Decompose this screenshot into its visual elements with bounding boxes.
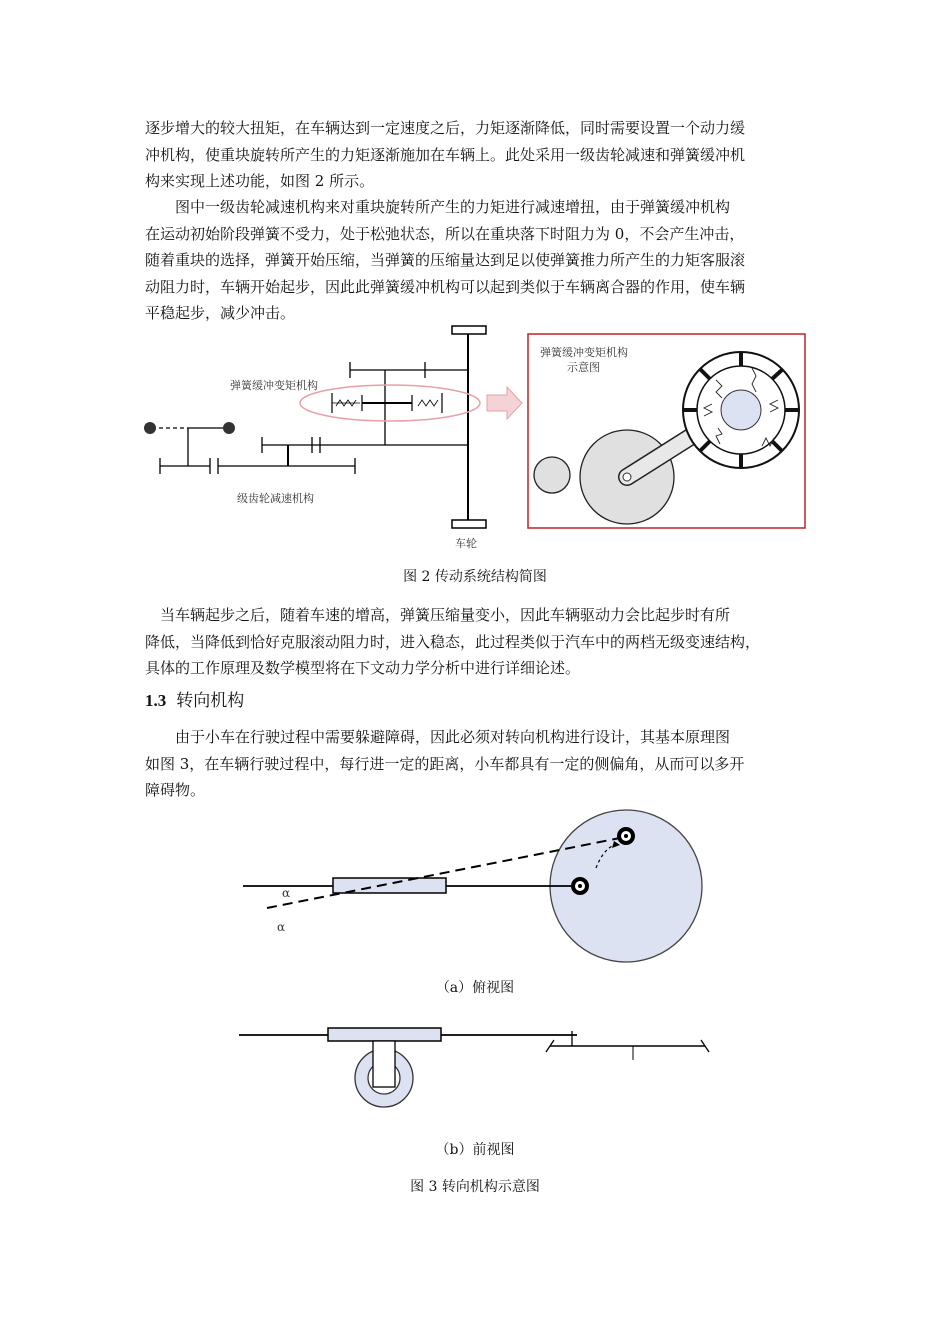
inset-title-line1: 弹簧缓冲变矩机构 [540, 346, 628, 359]
text-line: 构来实现上述功能，如图 2 所示。 [145, 172, 375, 190]
alpha-label-1: α [282, 886, 291, 900]
inset-title-line2: 示意图 [567, 361, 600, 374]
figure-3b-caption: （b）前视图 [435, 1142, 515, 1158]
section-number: 1.3 [145, 691, 167, 710]
text-line: 降低，当降低到恰好克服滚动阻力时，进入稳态，此过程类似于汽车中的两档无级变速结构， [145, 632, 761, 651]
text-line: 当车辆起步之后，随着车速的增高，弹簧压缩量变小，因此车辆驱动力会比起步时有所 [145, 606, 731, 624]
figure-3a-caption: （a）俯视图 [435, 980, 515, 996]
section-title: 转向机构 [176, 691, 245, 711]
figure-2-caption: 图 2 传动系统结构简图 [403, 569, 547, 585]
wheel-bottom-block [452, 520, 486, 528]
wheel-top-block [452, 326, 486, 334]
vehicle-body-front [328, 1028, 441, 1041]
figure-3-caption: 图 3 转向机构示意图 [410, 1179, 540, 1195]
text-line: 在运动初始阶段弹簧不受力，处于松弛状态，所以在重块落下时阻力为 0，不会产生冲击， [145, 224, 745, 243]
paragraph-3 [145, 602, 807, 682]
label-wheel: 车轮 [455, 537, 477, 550]
alpha-label-2: α [277, 920, 286, 934]
text-line: 由于小车在行驶过程中需要躲避障碍，因此必须对转向机构进行设计，其基本原理图 [145, 728, 731, 746]
text-line: 平稳起步，减少冲击。 [145, 304, 296, 322]
text-line: 动阻力时，车辆开始起步，因此此弹簧缓冲机构可以起到类似于车辆离合器的作用，使车辆 [145, 277, 746, 296]
paragraph-4 [145, 724, 807, 804]
weight-right [223, 422, 235, 434]
text-line: 图中一级齿轮减速机构来对重块旋转所产生的力矩进行减速增扭，由于弹簧缓冲机构 [145, 198, 731, 216]
text-line: 冲机构，使重块旋转所产生的力矩逐渐施加在车辆上。此处采用一级齿轮减速和弹簧缓冲机 [145, 145, 746, 164]
text-line: 逐步增大的较大扭矩，在车辆达到一定速度之后，力矩逐渐降低，同时需要设置一个动力缓 [145, 119, 746, 137]
text-line: 随着重块的选择，弹簧开始压缩，当弹簧的压缩量达到足以使弹簧推力所产生的力矩客服滚 [145, 251, 746, 269]
label-spring-mechanism: 弹簧缓冲变矩机构 [230, 379, 318, 392]
weight-left [144, 422, 156, 434]
arrow-icon [487, 387, 522, 419]
label-gear-reduction: 级齿轮减速机构 [237, 492, 314, 505]
text-line: 具体的工作原理及数学模型将在下文动力学分析中进行详细论述。 [145, 659, 581, 677]
text-line: 如图 3，在车辆行驶过程中，每行进一定的距离，小车都具有一定的侧偏角，从而可以多开 [145, 754, 745, 773]
text-line: 障碍物。 [145, 781, 206, 799]
section-heading [145, 686, 244, 711]
